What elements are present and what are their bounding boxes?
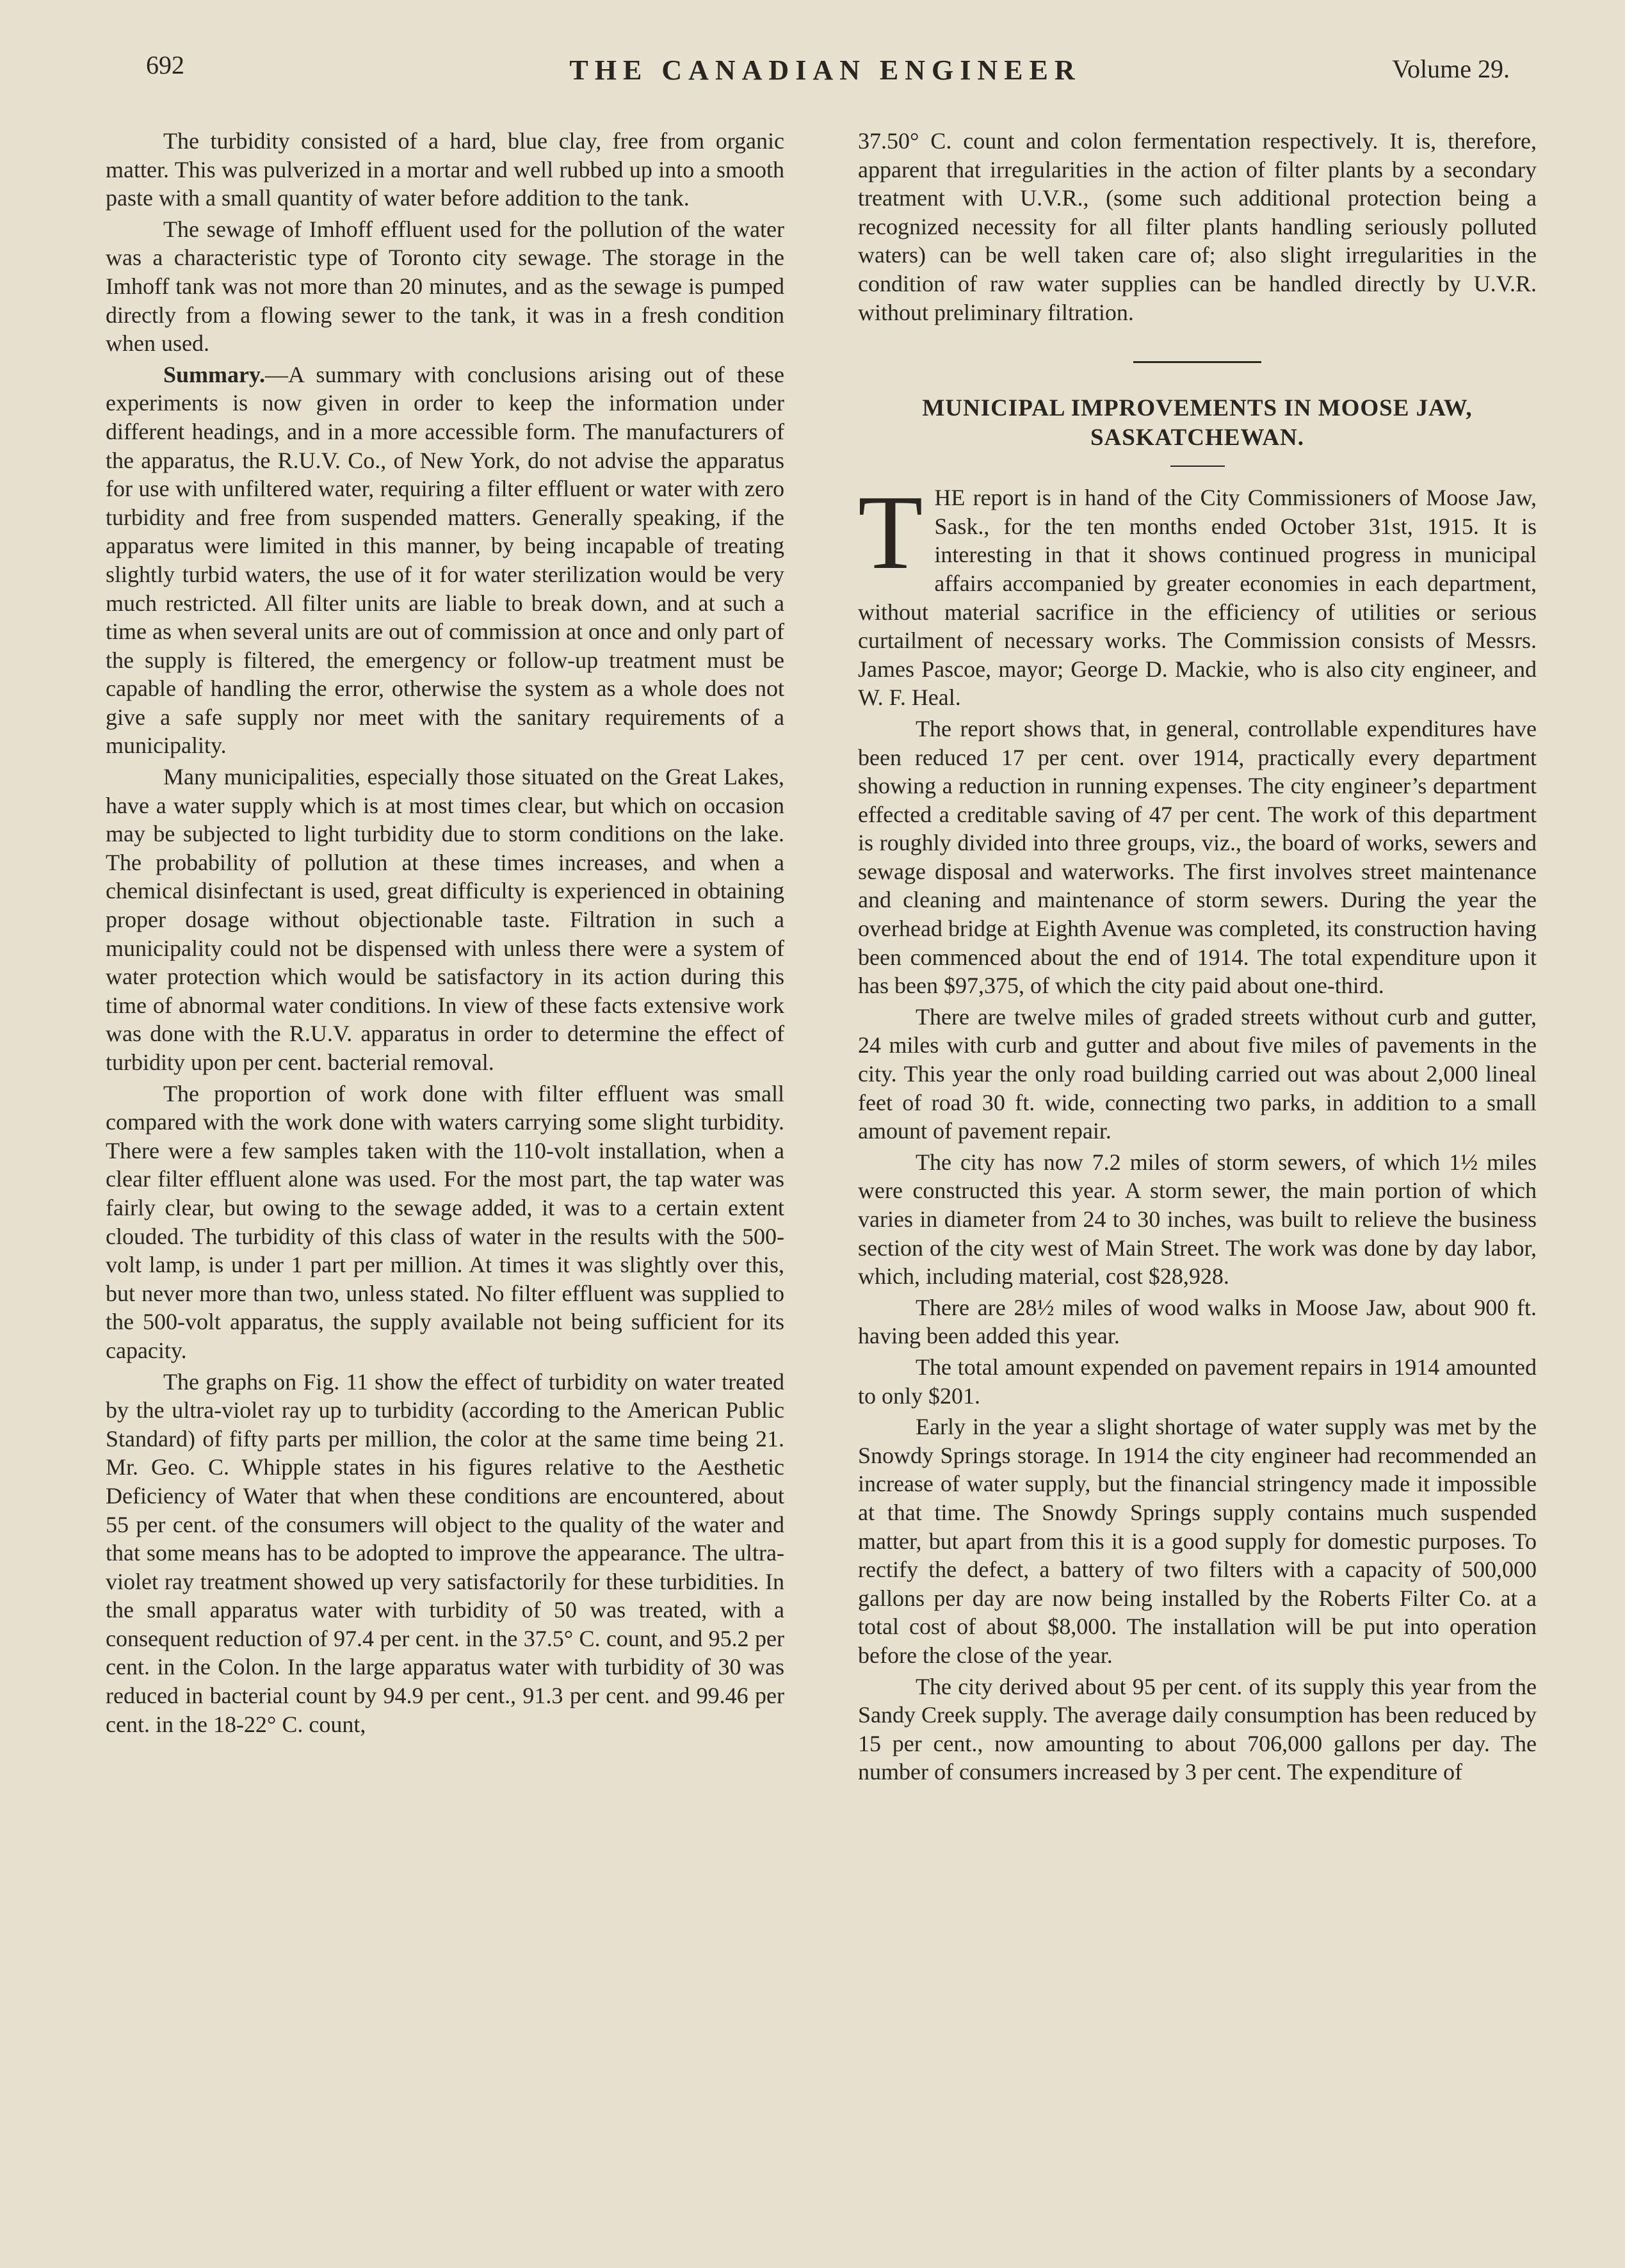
paragraph-water-supply: Early in the year a slight shortage of water supply was met by the Snowdy Springs storage. In 1914 the city engineer had recommended an increase of water supply, but the financial stringency made it impossible at that time. The Snowdy Springs supply contains much suspended matter, but apart from this it is a good supply for domestic purposes. To rectify the defect, a battery of two filters with a capacity of 500,000 gallons per day are now being installed by the Roberts Filter Co. at a total cost of about $8,000. The installation will be put into operation before the close of the year. [858, 1414, 1537, 1668]
drop-cap: T [858, 473, 923, 592]
paragraph-filter-effluent: The proportion of work done with filter effluent was small compared with the work done with waters carrying some slight turbidity. There were a few samples taken with the 110-volt installation, when a clear filter effluent alone was used. For the most part, the tap water was fairly clear, but owing to the sewage added, it was to a certain extent clouded. The turbidity of this class of water in the results with the 500-volt lamp, is under 1 part per million. At times it was slightly over this, but never more than two, unless stated. No filter effluent was supplied to the 500-volt apparatus, the supply available not being sufficient for its capacity. [106, 1080, 784, 1363]
paragraph-pavement-repairs: The total amount expended on pavement repairs in 1914 amounted to only $201. [858, 1354, 1537, 1409]
volume-label: Volume 29. [1392, 54, 1510, 83]
paragraph-report-intro [858, 473, 1537, 712]
article-title [858, 394, 1537, 453]
paragraph-summary [106, 360, 784, 760]
article-title-line-2: SASKATCHEWAN. [1090, 425, 1305, 451]
paragraph-expenditures: The report shows that, in general, controllable expenditures have been reduced 17 per cent. over 1914, practically every department showing a reduction in running expenses. The city engineer’s department effected a creditable saving of 47 per cent. The work of this department is roughly divided into three groups, viz., the board of works, sewers and sewage disposal and waterworks. The first involves street maintenance and cleaning and maintenance of storm sewers. During the year the overhead bridge at Eighth Avenue was completed, its construction having been commenced about the end of 1914. The total expenditure upon it has been $97,375, of which the city paid about one-third. [858, 715, 1537, 999]
article-title-line-1: MUNICIPAL IMPROVEMENTS IN MOOSE JAW, [922, 395, 1473, 422]
left-column [106, 127, 784, 1741]
paragraph-streets: There are twelve miles of graded streets without curb and gutter, 24 miles with curb and gutter and about five miles of pavements in the city. This year the only road building carried out was about 2,000 lineal feet of road 30 ft. wide, connecting two parks, in addition to a small amount of pavement repair. [858, 1003, 1537, 1144]
paragraph-graphs: The graphs on Fig. 11 show the effect of turbidity on water treated by the ultra-violet ray up to turbidity (according to the American Public Standard) of fifty parts per million, the color at the same time being 21. Mr. Geo. C. Whipple states in his figures relative to the Aesthetic Deficiency of Water that when these conditions are encountered, about 55 per cent. of the consumers will object to the quality of the water and that some means has to be adopted to improve the appearance. The ultra-violet ray treatment showed up very satisfactorily for these turbidities. In the small apparatus water with turbidity of 50 was treated, with a consequent reduction of 97.4 per cent. in the 37.5° C. count, and 95.2 per cent. in the Colon. In the large apparatus water with turbidity of 30 was reduced in bacterial count by 94.9 per cent., 91.3 per cent. and 99.46 per cent. in the 18-22° C. count, [106, 1368, 784, 1737]
summary-body: —A summary with conclusions arising out of these experiments is now given in order to keep the information under different headings, and in a more accessible form. The manufacturers of the apparatus, the R.U.V. Co., of New York, do not advise the apparatus for use with unfiltered water, requiring a filter effluent or water with zero turbidity and free from suspended matters. Generally speaking, if the apparatus were limited in this manner, by being incapable of treating slightly turbid waters, the use of it for water sterilization would be very much restricted. All filter units are liable to break down, and at such a time as when several units are out of commission at once and only part of the supply is filtered, the emergency or follow-up treatment must be capable of handling the error, otherwise the system as a whole does not give a safe supply nor meet with the sanitary requirements of a municipality. [106, 361, 784, 759]
paragraph-wood-walks: There are 28½ miles of wood walks in Moose Jaw, about 900 ft. having been added this year. [858, 1294, 1537, 1349]
section-divider [1133, 361, 1261, 363]
journal-title: THE CANADIAN ENGINEER [569, 54, 1081, 86]
report-intro-text: HE report is in hand of the City Commissioners of Moose Jaw, Sask., for the ten months ended October 31st, 1915. It is interesting in that it shows continued progress in municipal affairs accompanied by greater economies in each department, without material sacrifice in the efficiency of utilities or serious curtailment of necessary works. The Commission consists of Messrs. James Pascoe, mayor; George D. Mackie, who is also city engineer, and W. F. Heal. [858, 485, 1537, 711]
title-divider [1170, 466, 1225, 467]
page-number: 692 [146, 51, 184, 79]
paragraph-continuation: 37.50° C. count and colon fermentation respectively. It is, therefore, apparent that irregularities in the action of filter plants by a secondary treatment with U.V.R., (some such additional protection being a recognized necessity for all filter plants handling seriously polluted waters) can be well taken care of; also slight irregularities in the condition of raw water supplies can be handled directly by U.V.R. without preliminary filtration. [858, 128, 1537, 325]
paragraph-municipalities: Many municipalities, especially those situated on the Great Lakes, have a water supply which is at most times clear, but which on occasion may be subjected to light turbidity due to storm conditions on the lake. The probability of pollution at these times increases, and when a chemical disinfectant is used, great difficulty is experienced in obtaining proper dosage without objectionable taste. Filtration in such a municipality could not be dispensed with unless there were a system of water protection which would be satisfactory in its action during this time of abnormal water conditions. In view of these facts extensive work was done with the R.U.V. apparatus in order to determine the effect of turbidity upon per cent. bacterial removal. [106, 764, 784, 1075]
page-header [141, 50, 1510, 101]
paragraph-sewage: The sewage of Imhoff effluent used for the pollution of the water was a characteristic type of Toronto city sewage. The storage in the Imhoff tank was not more than 20 minutes, and as the sewage is pumped directly from a flowing sewer to the tank, it was in a fresh condition when used. [106, 216, 784, 357]
summary-heading: Summary. [163, 361, 266, 387]
paragraph-storm-sewers: The city has now 7.2 miles of storm sewers, of which 1½ miles were constructed this year. A storm sewer, the main portion of which varies in diameter from 24 to 30 inches, was built to relieve the business section of the city west of Main Street. The work was done by day labor, which, including material, cost $28,928. [858, 1149, 1537, 1290]
right-column [858, 127, 1537, 1789]
paragraph-turbidity: The turbidity consisted of a hard, blue clay, free from organic matter. This was pulverized in a mortar and well rubbed up into a smooth paste with a small quantity of water before addition to the tank. [106, 128, 784, 211]
paragraph-sandy-creek: The city derived about 95 per cent. of its supply this year from the Sandy Creek supply. The average daily consumption has been reduced by 15 per cent., now amounting to about 706,000 gallons per day. The number of consumers increased by 3 per cent. The expenditure of [858, 1673, 1537, 1785]
